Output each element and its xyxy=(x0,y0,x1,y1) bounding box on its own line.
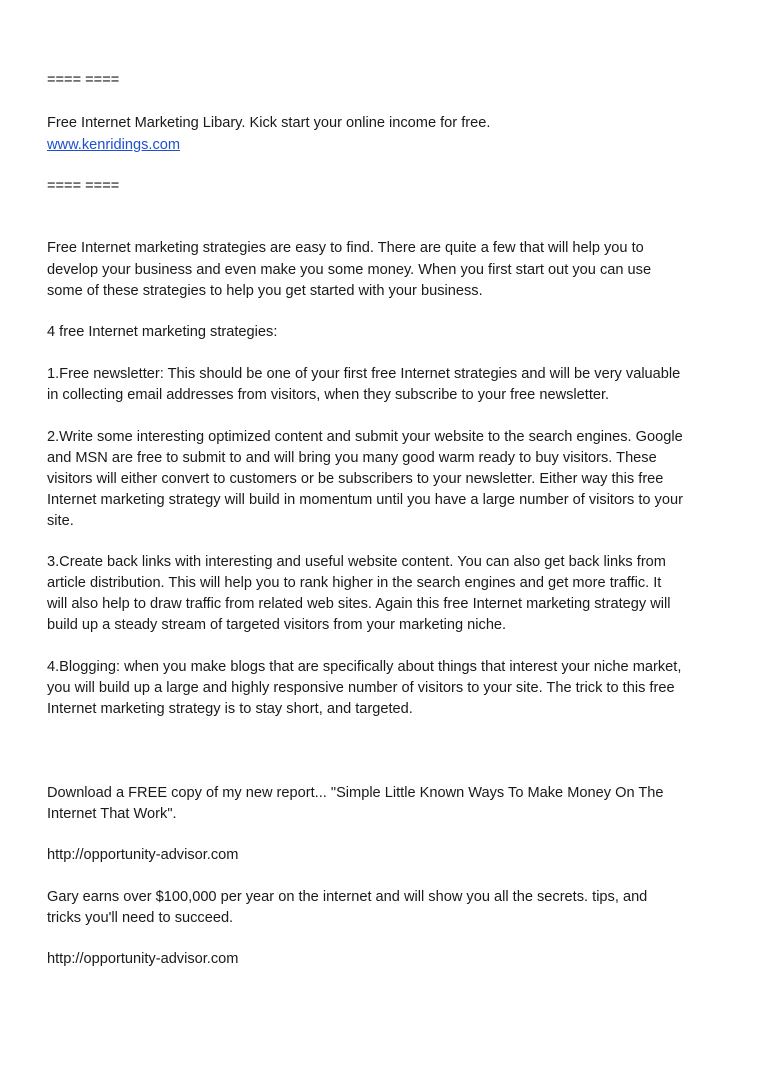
strategy-3-line-2: article distribution. This will help you to rank higher in the search engines and get more traffic. It xyxy=(47,575,662,591)
intro-line-3: some of these strategies to help you get started with your business. xyxy=(47,283,483,299)
download-line-2: Internet That Work". xyxy=(47,806,177,822)
list-heading: 4 free Internet marketing strategies: xyxy=(47,324,278,340)
promo-text: Free Internet Marketing Libary. Kick start your online income for free. xyxy=(47,115,491,131)
opportunity-advisor-url-1[interactable]: http://opportunity-advisor.com xyxy=(47,847,239,863)
separator-bottom: ==== ==== xyxy=(47,178,120,194)
strategy-4-line-2: you will build up a large and highly responsive number of visitors to your site. The trick to this free xyxy=(47,680,675,696)
strategy-4-line-3: Internet marketing strategy is to stay short, and targeted. xyxy=(47,701,413,717)
intro-line-1: Free Internet marketing strategies are easy to find. There are quite a few that will help you to xyxy=(47,240,644,256)
strategy-3-line-3: will also help to draw traffic from related web sites. Again this free Internet marketing strategy will xyxy=(47,596,671,612)
strategy-2-line-2: and MSN are free to submit to and will bring you many good warm ready to buy visitors. These xyxy=(47,450,657,466)
strategy-4-line-1: 4.Blogging: when you make blogs that are specifically about things that interest your niche market, xyxy=(47,659,682,675)
download-line-1: Download a FREE copy of my new report... "Simple Little Known Ways To Make Money On The xyxy=(47,785,664,801)
strategy-1-line-2: in collecting email addresses from visitors, when they subscribe to your free newsletter. xyxy=(47,387,610,403)
bio-line-1: Gary earns over $100,000 per year on the internet and will show you all the secrets. tips, and xyxy=(47,889,648,905)
strategy-3-line-1: 3.Create back links with interesting and useful website content. You can also get back links from xyxy=(47,554,666,570)
strategy-1-line-1: 1.Free newsletter: This should be one of your first free Internet strategies and will be very valuable xyxy=(47,366,681,382)
strategy-3-line-4: build up a steady stream of targeted visitors from your marketing niche. xyxy=(47,617,507,633)
intro-line-2: develop your business and even make you some money. When you first start out you can use xyxy=(47,262,652,278)
opportunity-advisor-url-2[interactable]: http://opportunity-advisor.com xyxy=(47,951,239,967)
strategy-2-line-4: Internet marketing strategy will build in momentum until you have a large number of visitors to your xyxy=(47,492,683,508)
strategy-2-line-3: visitors will either convert to customers or be subscribers to your newsletter. Either way this free xyxy=(47,471,664,487)
bio-line-2: tricks you'll need to succeed. xyxy=(47,910,234,926)
kenridings-link[interactable]: www.kenridings.com xyxy=(47,137,181,153)
separator-top: ==== ==== xyxy=(47,72,120,88)
strategy-2-line-5: site. xyxy=(47,513,74,529)
strategy-2-line-1: 2.Write some interesting optimized content and submit your website to the search engines. Google xyxy=(47,429,683,445)
